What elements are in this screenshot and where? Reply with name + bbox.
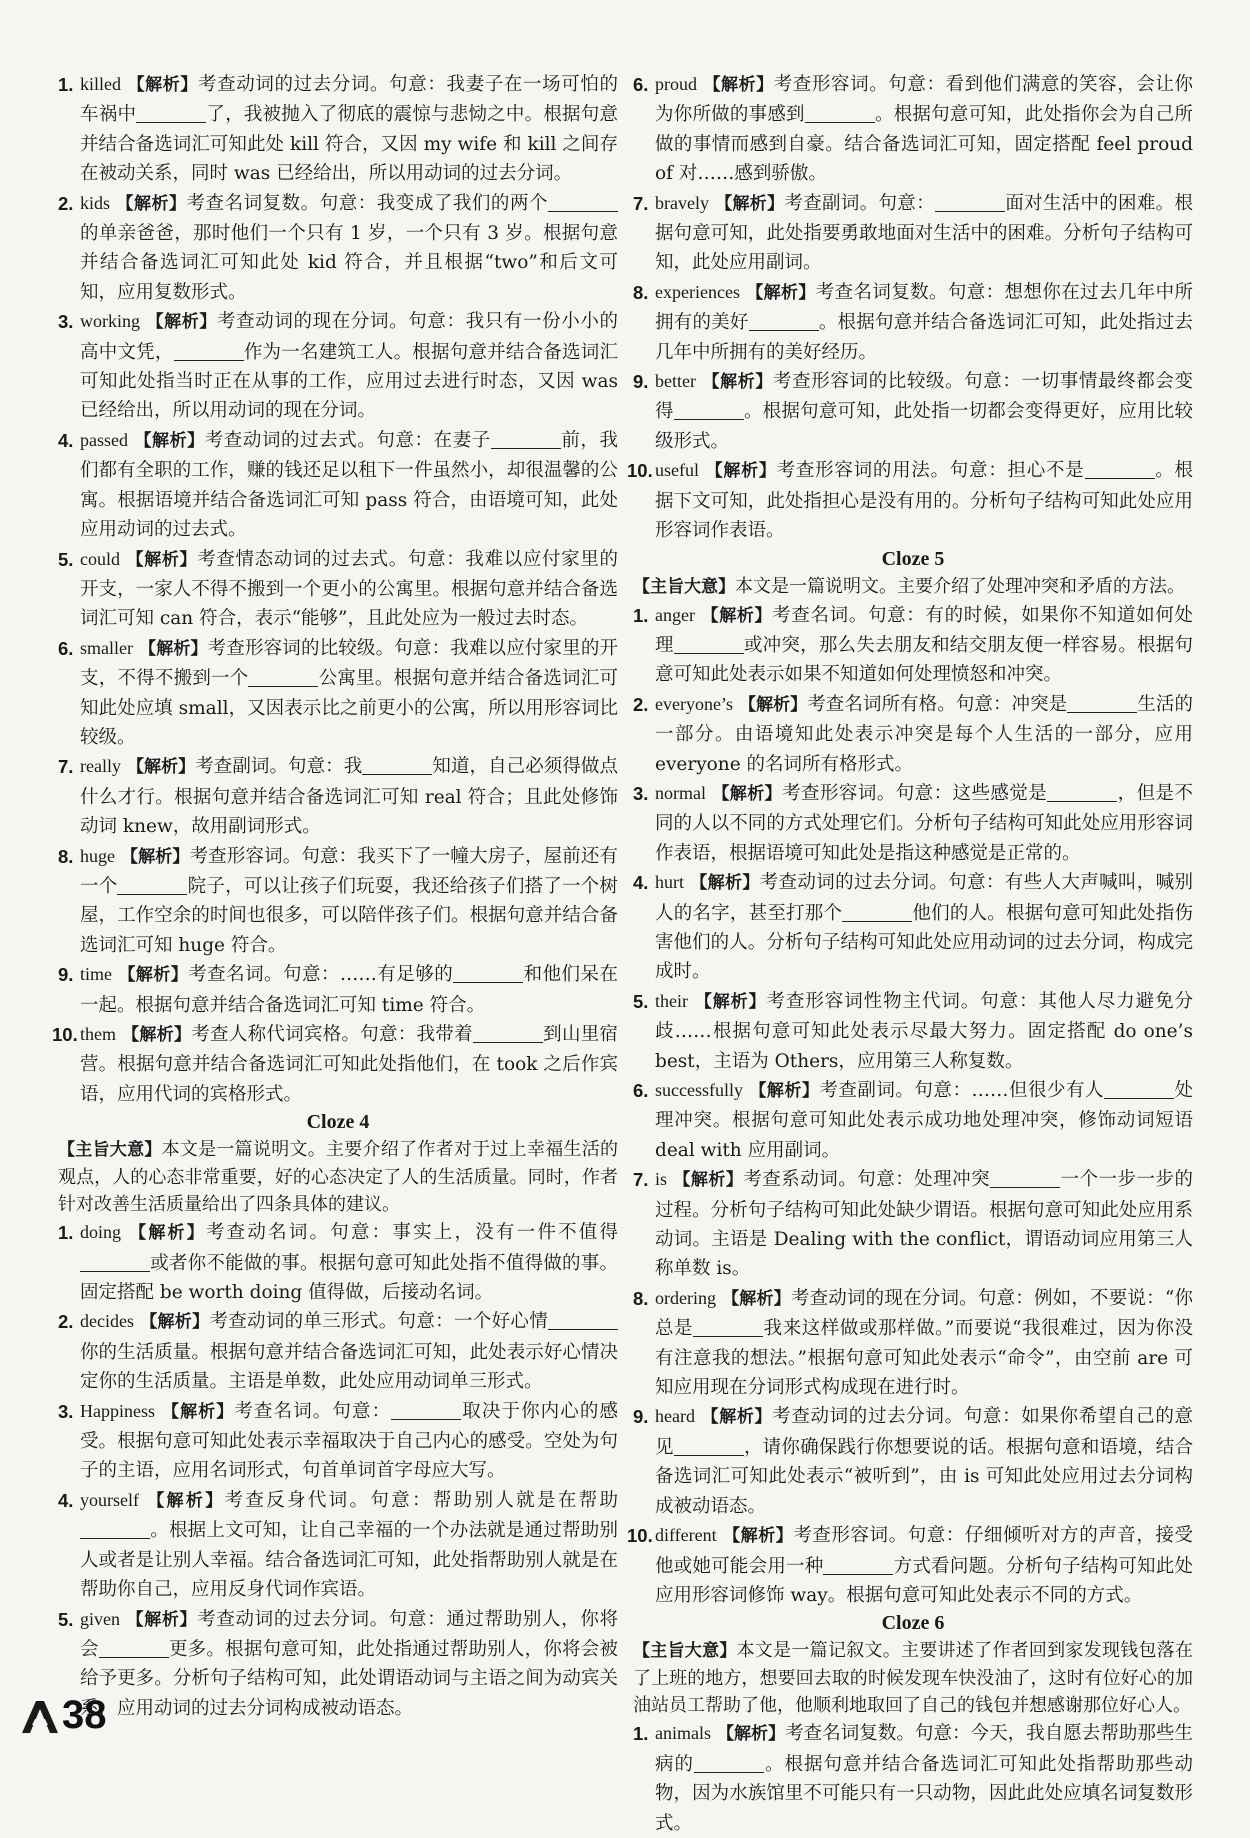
answer-item: [58, 1605, 618, 1724]
item-number: 7.: [58, 756, 74, 778]
fill-blank: [99, 1638, 169, 1658]
fill-blank: [693, 1318, 763, 1338]
answer-word: yourself: [80, 1489, 139, 1510]
answer-word: Happiness: [80, 1400, 155, 1421]
explanation-text: 他们的人。根据句意可知此处指伤害他们的人。分析句子结构可知此处应用动词的过去分词，构成完成时。: [655, 902, 1193, 983]
cloze-4-summary: [58, 1136, 618, 1218]
explanation-text: 考查形容词的用法。句意：担心不是: [776, 460, 1085, 482]
explanation-text: 考查动词的过去式。句意：在妻子: [204, 429, 491, 451]
explanation-text: 或冲突，那么失去朋友和结交朋友便一样容易。根据句意可知此处表示如果不知道如何处理愤怒和冲突。: [655, 634, 1193, 686]
analysis-label: 【解析】: [712, 783, 783, 804]
item-number: 5.: [58, 1608, 74, 1630]
answer-word: hurt: [655, 872, 684, 893]
answer-item: [58, 1397, 618, 1486]
explanation-text: 方式看问题。分析句子结构可知此处应用形容词修饰 way。根据句意可知此处表示不同的方式。: [655, 1555, 1193, 1606]
fill-blank: [117, 875, 187, 895]
fill-blank: [694, 1753, 764, 1773]
explanation-text: 。根据句意并结合备选词汇可知，此处指过去几年中所拥有的美好经历。: [655, 312, 1193, 363]
explanation-text: 。根据句意并结合备选词汇可知此处指帮助那些动物，因为水族馆里不可能只有一只动物，因此此处应填名词复数形式。: [655, 1753, 1193, 1834]
answer-item: [633, 601, 1193, 690]
analysis-label: 【解析】: [122, 1025, 192, 1045]
analysis-label: 【解析】: [126, 757, 196, 778]
analysis-label: 【解析】: [701, 605, 773, 626]
answer-item: [633, 1284, 1193, 1403]
analysis-label: 【解析】: [703, 75, 774, 95]
explanation-text: 处理冲突。根据句意可知此处表示成功地处理冲突，修饰动词短语 deal with 应用副词。: [655, 1080, 1193, 1161]
fill-blank: [491, 429, 561, 449]
analysis-label: 【解析】: [694, 991, 767, 1012]
analysis-label: 【解析】: [139, 638, 208, 659]
cloze-4-title: Cloze 4: [306, 1111, 370, 1134]
item-number: 8.: [633, 1287, 649, 1309]
explanation-text: 一个一步一步的过程。分析句子结构可知此处缺少谓语。根据句意可知此处应用系动词。主语是 Dealing with the conflict，谓语动词应用第三人称单数 is。: [655, 1169, 1193, 1280]
page-number-text: 38: [62, 1692, 107, 1737]
explanation-text: 作为一名建筑工人。根据句意并结合备选词汇可知此处指当时正在从事的工作，应用过去进行时态，又因 was 已经给出，所以用动词的现在分词。: [80, 341, 618, 422]
answer-item: [633, 1076, 1193, 1165]
cloze-5-summary: [633, 573, 1193, 601]
item-number: 3.: [58, 311, 74, 333]
answer-word: different: [655, 1525, 717, 1546]
item-number: 10.: [627, 1525, 653, 1547]
summary-label: 【主旨大意】: [58, 1140, 162, 1161]
item-number: 1.: [633, 604, 649, 626]
answer-item: [633, 278, 1193, 367]
item-number: 9.: [58, 964, 74, 986]
analysis-label: 【解析】: [118, 965, 189, 986]
answer-item: [58, 752, 618, 841]
analysis-label: 【解析】: [161, 1401, 235, 1422]
explanation-text: 生活的一部分。由语境知此处表示冲突是每个人生活的一部分，应用 everyone 的名词所有格形式。: [655, 693, 1193, 775]
answer-item: [633, 1402, 1193, 1521]
analysis-label: 【解析】: [716, 1724, 786, 1745]
explanation-text: 考查名词复数。句意：我变成了我们的两个: [186, 192, 548, 214]
answer-word: proud: [655, 74, 697, 94]
answer-word: normal: [655, 782, 706, 803]
cloze-6-title: Cloze 6: [881, 1612, 945, 1635]
answer-item: [58, 960, 618, 1020]
explanation-text: 考查副词。句意：: [784, 192, 935, 214]
item-number: 1.: [633, 1723, 649, 1745]
explanation-text: 。根据句意可知，此处指一切都会变得更好，应用比较级形式。: [655, 401, 1193, 452]
explanation-text: 考查情态动词的过去式。句意：我难以应付家里的开支，一家人不得不搬到一个更小的公寓里。根据句意并结合备选词汇可知 can 符合，表示“能够”，且此处应为一般过去时态。: [80, 548, 618, 630]
analysis-label: 【解析】: [140, 1312, 210, 1333]
explanation-text: 考查形容词的比较级。句意：一切事情最终都会变得: [655, 371, 1193, 423]
explanation-text: 或者你不能做的事。根据句意可知此处指不值得做的事。固定搭配 be worth doing 值得做，后接动名词。: [80, 1252, 618, 1304]
summary-label: 【主旨大意】: [633, 1641, 737, 1662]
explanation-text: 考查动词的过去分词。句意：通过帮助别人，你将会: [80, 1608, 618, 1660]
item-number: 3.: [58, 1400, 74, 1422]
answer-word: better: [655, 371, 696, 392]
item-number: 5.: [633, 990, 649, 1012]
analysis-label: 【解析】: [127, 75, 198, 95]
explanation-text: 公寓里。根据句意并结合备选词汇可知此处应填 small，又因表示比之前更小的公寓，所以用形容词比较级。: [80, 668, 618, 748]
answer-item: [633, 779, 1193, 868]
page-number: [20, 1690, 107, 1740]
answer-word: anger: [655, 604, 695, 625]
explanation-text: ，但是不同的人以不同的方式处理它们。分析句子结构可知此处应用形容词作表语，根据语境可知此处是指这种感觉是正常的。: [655, 782, 1193, 864]
analysis-label: 【解析】: [134, 430, 205, 451]
explanation-text: 考查动名词。句意：事实上，没有一件不值得: [205, 1222, 618, 1244]
explanation-text: 考查名词复数。句意：想想你在过去几年中所拥有的美好: [655, 281, 1193, 334]
item-number: 4.: [633, 872, 649, 894]
fill-blank: [674, 1436, 744, 1456]
analysis-label: 【解析】: [673, 1170, 744, 1191]
explanation-text: 你的生活质量。根据句意并结合备选词汇可知，此处表示好心情决定你的生活质量。主语是单数，此处应用动词单三形式。: [80, 1341, 618, 1393]
explanation-text: 考查动词的过去分词。句意：有些人大声喊叫，喊别人的名字，甚至打那个: [655, 872, 1193, 924]
item-number: 7.: [633, 1169, 649, 1191]
item-number: 5.: [58, 548, 74, 570]
fill-blank: [391, 1400, 461, 1420]
answer-word: kids: [80, 192, 111, 213]
answer-word: heard: [655, 1406, 695, 1427]
answer-word: animals: [655, 1723, 711, 1744]
fill-blank: [80, 1520, 150, 1540]
explanation-text: 取决于你内心的感受。根据句意可知此处表示幸福取决于自己内心的感受。空处为句子的主语，应用名词形式，句首单词首字母应大写。: [80, 1400, 618, 1482]
answer-item: [633, 868, 1193, 987]
fill-blank: [805, 104, 875, 124]
fill-blank: [80, 1252, 150, 1272]
summary-text: 本文是一篇说明文。主要介绍了处理冲突和矛盾的方法。: [735, 575, 1185, 597]
right-items-group: [627, 70, 1193, 546]
item-number: 9.: [633, 371, 649, 393]
right-column: [627, 70, 1194, 1838]
explanation-text: 考查形容词。句意：仔细倾听对方的声音，接受他或她可能会用一种: [655, 1525, 1193, 1577]
explanation-text: 。根据上文可知，让自己幸福的一个办法就是通过帮助别人或者是让别人幸福。结合备选词汇可知，此处指帮助别人就是在帮助你自己，应用反身代词作宾语。: [80, 1520, 618, 1601]
analysis-label: 【解析】: [146, 312, 218, 333]
explanation-text: 考查副词。句意：……但很少有人: [819, 1080, 1104, 1101]
explanation-text: 院子，可以让孩子们玩耍，我还给孩子们搭了一个树屋，工作空余的时间也很多，可以陪伴孩子们。根据句意并结合备选词汇可知 huge 符合。: [80, 875, 618, 956]
fill-blank: [1104, 1080, 1174, 1100]
answer-word: is: [655, 1169, 668, 1190]
explanation-text: 考查名词。句意：有的时候，如果你不知道如何处理: [655, 604, 1193, 656]
item-number: 4.: [58, 429, 74, 451]
analysis-label: 【解析】: [701, 1407, 773, 1428]
explanation-text: 。根据下文可知，此处指担心是没有用的。分析句子结构可知此处应用形容词作表语。: [655, 460, 1193, 542]
analysis-label: 【解析】: [147, 1490, 225, 1511]
analysis-label: 【解析】: [121, 846, 190, 867]
answer-word: given: [80, 1608, 120, 1629]
answer-word: time: [80, 964, 112, 985]
answer-item: [58, 634, 618, 753]
explanation-text: 考查动词的单三形式。句意：一个好心情: [209, 1311, 549, 1333]
item-number: 10.: [52, 1024, 78, 1045]
fill-blank: [823, 1555, 893, 1575]
item-number: 10.: [627, 460, 653, 482]
answer-word: huge: [80, 845, 115, 866]
fill-blank: [1067, 693, 1137, 713]
answer-word: working: [80, 311, 140, 332]
fill-blank: [248, 668, 318, 688]
fill-blank: [749, 312, 819, 332]
answer-item: [633, 1719, 1193, 1838]
answer-word: successfully: [655, 1080, 743, 1100]
fill-blank: [136, 104, 206, 124]
answer-word: passed: [80, 429, 128, 450]
explanation-text: 考查名词。句意：: [234, 1400, 392, 1422]
answer-word: ordering: [655, 1287, 716, 1308]
answer-item: [627, 1521, 1193, 1610]
answer-word: their: [655, 990, 688, 1011]
item-number: 8.: [633, 281, 649, 303]
item-number: 9.: [633, 1406, 649, 1428]
explanation-text: 考查动词的过去分词。句意：如果你希望自己的意见: [655, 1406, 1193, 1458]
analysis-label: 【解析】: [723, 1526, 794, 1547]
answer-item: [58, 307, 618, 426]
answer-word: could: [80, 548, 120, 569]
fill-blank: [1047, 782, 1117, 802]
analysis-label: 【解析】: [129, 1223, 206, 1244]
explanation-text: 和他们呆在一起。根据句意并结合备选词汇可知 time 符合。: [80, 964, 618, 1016]
answer-item: [633, 1165, 1193, 1284]
answer-item: [633, 189, 1193, 278]
cloze-5-title: Cloze 5: [881, 547, 945, 570]
item-number: 8.: [58, 845, 74, 867]
explanation-text: 考查动词的过去分词。句意：我妻子在一场可怕的车祸中: [80, 74, 618, 126]
analysis-label: 【解析】: [690, 873, 760, 894]
explanation-text: 考查名词复数。句意：今天，我自愿去帮助那些生病的: [655, 1723, 1193, 1775]
answer-item: [58, 189, 618, 308]
cloze-4-items: [58, 1218, 618, 1723]
explanation-text: 了，我被抛入了彻底的震惊与悲恸之中。根据句意并结合备选词汇可知此处 kill 符合，又因 my wife 和 kill 之间存在被动关系，同时 was 已经给出，所以用动词的过去分词。: [80, 104, 618, 185]
item-number: 6.: [58, 637, 74, 659]
item-number: 6.: [633, 74, 649, 95]
explanation-text: 考查人称代词宾格。句意：我带着: [191, 1024, 473, 1045]
left-column: [52, 70, 619, 1723]
analysis-label: 【解析】: [738, 694, 808, 715]
explanation-text: 到山里宿营。根据句意并结合备选词汇可知此处指他们，在 took 之后作宾语，应用代词的宾格形式。: [80, 1024, 618, 1105]
analysis-label: 【解析】: [749, 1081, 820, 1101]
answer-word: bravely: [655, 192, 709, 213]
explanation-text: 我来这样做或那样做。”而要说“我很难过，因为你没有注意我的想法。”根据句意可知此处表示“命令”，由空前 are 可知应用现在分词形式构成现在进行时。: [655, 1318, 1193, 1399]
answer-word: everyone’s: [655, 693, 733, 714]
summary-text: 本文是一篇说明文。主要介绍了作者对于过上幸福生活的观点，人的心态非常重要，好的心态决定了人的生活质量。同时，作者针对改善生活质量给出了四条具体的建议。: [58, 1139, 619, 1216]
answer-word: useful: [655, 460, 699, 481]
answer-word: decides: [80, 1311, 134, 1332]
explanation-text: 更多。根据句意可知，此处指通过帮助别人，你将会被给予更多。分析句子结构可知，此处谓语动词与主语之间为动宾关系，应用动词的过去分词构成被动语态。: [80, 1638, 618, 1719]
explanation-text: 考查反身代词。句意：帮助别人就是在帮助: [224, 1489, 618, 1511]
fill-blank: [548, 1311, 618, 1331]
summary-text: 本文是一篇记叙文。主要讲述了作者回到家发现钱包落在了上班的地方，想要回去取的时候发现车快没油了，这时有位好心的加油站员工帮助了他，他顺利地取回了自己的钱包并想感谢那位好心人。: [633, 1640, 1194, 1717]
fill-blank: [990, 1169, 1060, 1189]
fill-blank: [935, 192, 1005, 212]
answer-item: [58, 426, 618, 545]
analysis-label: 【解析】: [116, 193, 187, 214]
answer-item: [627, 456, 1193, 545]
fill-blank: [548, 192, 618, 212]
answer-item: [58, 1218, 618, 1307]
analysis-label: 【解析】: [746, 282, 816, 303]
analysis-label: 【解析】: [705, 461, 777, 482]
explanation-text: 考查形容词。句意：我买下了一幢大房子，屋前还有一个: [80, 845, 618, 897]
fill-blank: [842, 902, 912, 922]
answer-word: smaller: [80, 637, 133, 658]
item-number: 3.: [633, 782, 649, 804]
explanation-text: 考查形容词。句意：看到他们满意的笑容，会让你为你所做的事感到: [655, 74, 1193, 126]
fill-blank: [674, 401, 744, 421]
item-number: 2.: [58, 192, 74, 214]
explanation-text: 考查系动词。句意：处理冲突: [743, 1169, 991, 1191]
item-number: 1.: [58, 1222, 74, 1244]
explanation-text: 考查副词。句意：我: [195, 756, 363, 778]
answer-item: [58, 545, 618, 634]
answer-item: [633, 987, 1193, 1076]
answer-item: [58, 1307, 618, 1396]
cloze-6-summary: [633, 1637, 1193, 1719]
answer-word: really: [80, 756, 121, 777]
cloze-5-items: [627, 601, 1193, 1611]
item-number: 4.: [58, 1489, 74, 1511]
answer-word: experiences: [655, 281, 740, 302]
explanation-text: 考查名词。句意：……有足够的: [188, 964, 454, 986]
explanation-text: 考查动词的现在分词。句意：例如，不要说：“你总是: [655, 1287, 1193, 1340]
explanation-text: 考查名词所有格。句意：冲突是: [807, 693, 1068, 715]
explanation-text: 考查动词的现在分词。句意：我只有一份小小的高中文凭，: [80, 311, 618, 363]
publisher-logo-icon: [20, 1695, 60, 1735]
answer-item: [633, 367, 1193, 456]
explanation-text: 考查形容词的比较级。句意：我难以应付家里的开支，不得不搬到一个: [80, 637, 618, 690]
answer-item: [633, 690, 1193, 779]
fill-blank: [1085, 460, 1155, 480]
explanation-text: 前，我们都有全职的工作，赚的钱还足以租下一件虽然小，却很温馨的公寓。根据语境并结合备选词汇可知 pass 符合，由语境可知，此处应用动词的过去式。: [80, 429, 618, 541]
explanation-text: 。根据句意可知，此处指你会为自己所做的事情而感到自豪。结合备选词汇可知，固定搭配 feel proud of 对……感到骄傲。: [655, 104, 1193, 185]
answer-item: [633, 70, 1193, 189]
analysis-label: 【解析】: [702, 372, 773, 393]
explanation-text: 考查形容词。句意：这些感觉是: [782, 782, 1048, 804]
cloze-6-items: [633, 1719, 1193, 1838]
answer-word: killed: [80, 74, 121, 94]
fill-blank: [453, 964, 523, 984]
answer-item: [58, 70, 618, 189]
explanation-text: ，请你确保践行你想要说的话。根据句意和语境，结合备选词汇可知此处表示“被听到”，由 is 可知此处应用过去分词构成被动语态。: [655, 1436, 1193, 1517]
item-number: 7.: [633, 192, 649, 214]
answer-word: doing: [80, 1222, 122, 1243]
fill-blank: [174, 341, 244, 361]
answer-item: [58, 1486, 618, 1605]
explanation-text: 面对生活中的困难。根据句意可知，此处指要勇敢地面对生活中的困难。分析句子结构可知，此处应用副词。: [655, 192, 1193, 274]
explanation-text: 的单亲爸爸，那时他们一个只有 1 岁，一个只有 3 岁。根据句意并结合备选词汇可知此处 kid 符合，并且根据“two”和后文可知，应用复数形式。: [80, 223, 618, 303]
answer-item: [58, 842, 618, 961]
explanation-text: 考查形容词性物主代词。句意：其他人尽力避免分歧……根据句意可知此处表示尽最大努力。固定搭配 do one’s best，主语为 Others，应用第三人称复数。: [655, 990, 1193, 1072]
answer-word: them: [80, 1024, 116, 1044]
item-number: 2.: [633, 693, 649, 715]
fill-blank: [674, 634, 744, 654]
left-items-group: [52, 70, 618, 1109]
summary-label: 【主旨大意】: [633, 576, 735, 597]
analysis-label: 【解析】: [722, 1288, 791, 1309]
answer-item: [52, 1020, 618, 1109]
fill-blank: [473, 1024, 543, 1044]
fill-blank: [362, 756, 432, 776]
analysis-label: 【解析】: [715, 193, 785, 214]
item-number: 6.: [633, 1080, 649, 1101]
item-number: 2.: [58, 1311, 74, 1333]
analysis-label: 【解析】: [126, 549, 198, 570]
explanation-text: 知道，自己必须得做点什么才行。根据句意并结合备选词汇可知 real 符合；且此处修饰动词 knew，故用副词形式。: [80, 756, 618, 838]
analysis-label: 【解析】: [126, 1609, 198, 1630]
item-number: 1.: [58, 74, 74, 95]
